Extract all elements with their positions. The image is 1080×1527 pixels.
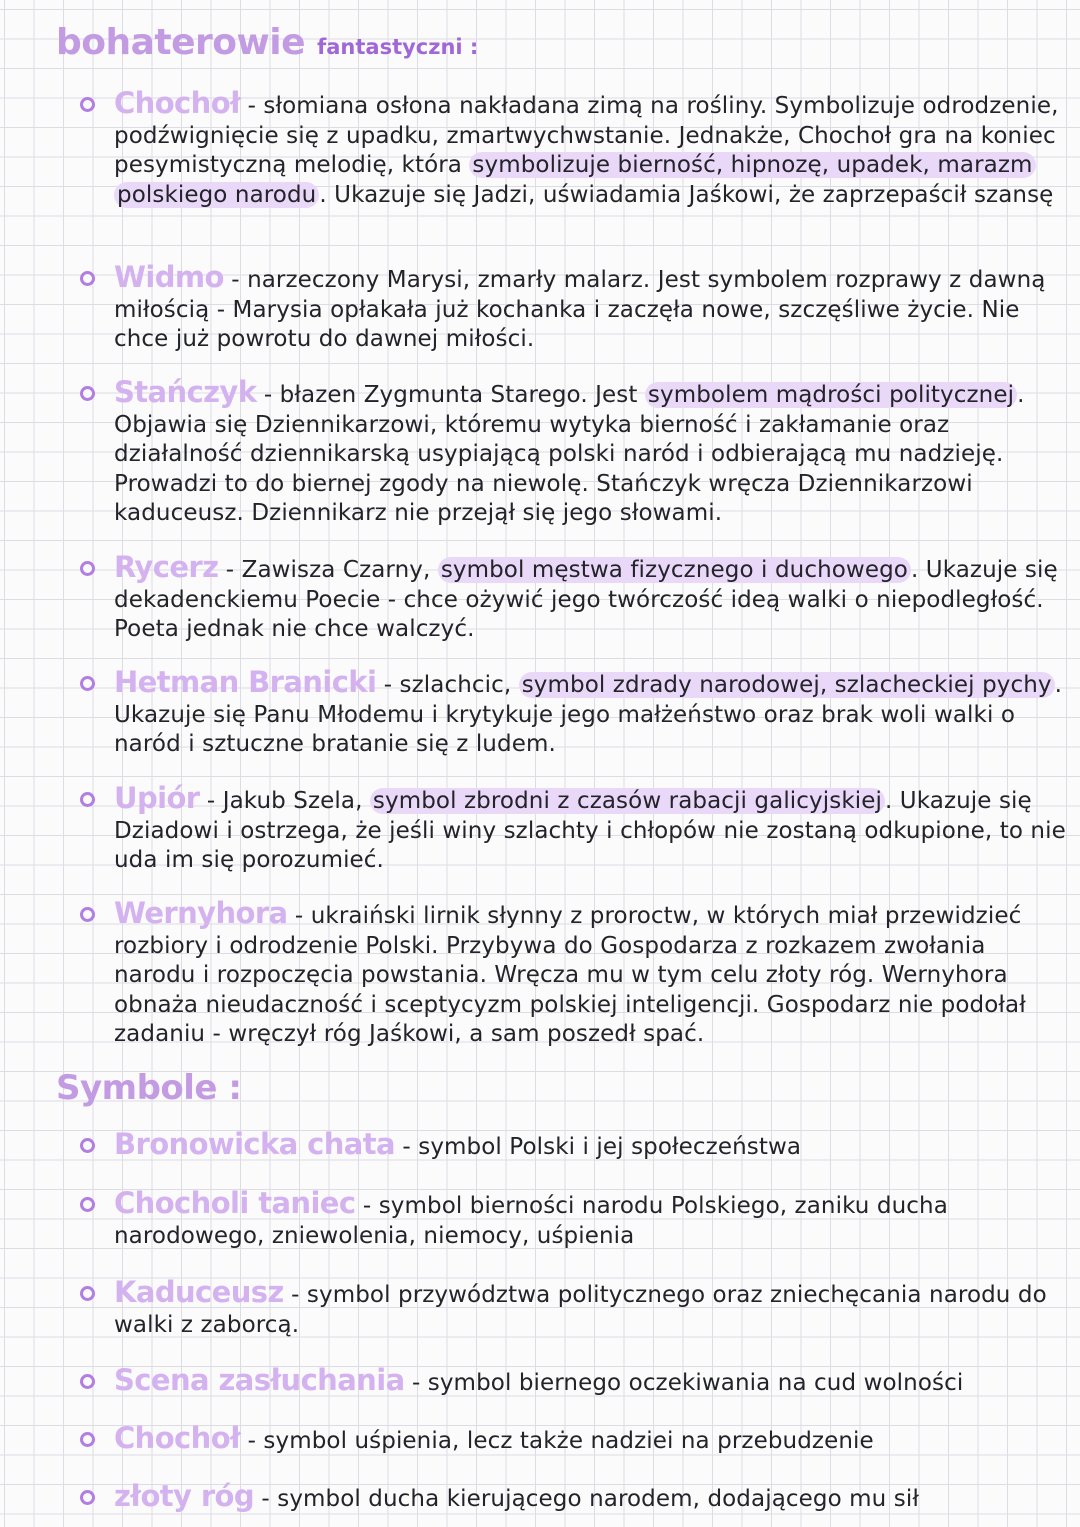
entry-highlight: symbol męstwa fizycznego i duchowego [438,557,911,583]
list-item-widmo [80,260,1074,355]
entry-description: - symbol przywództwa politycznego oraz zniechęcania narodu do walki z zaborcą. [114,1282,1047,1338]
entry-description: - symbol bierności narodu Polskiego, zaniku ducha narodowego, zniewolenia, niemocy, uśpienia [114,1193,948,1249]
entry-description: - błazen Zygmunta Starego. Jest [256,382,645,408]
bullet-icon [80,1138,95,1153]
entry-term: Upiór [114,781,200,815]
entry-term: Kaduceusz [114,1275,284,1309]
entry-description-cont: . Ukazuje się Panu Młodemu i krytykuje jego małżeństwo oraz brak woli walki o naród i sztuczne bratanie się z ludem. [114,672,1063,757]
bullet-icon [80,271,95,286]
bullet-icon [80,386,95,401]
entry-term: Stańczyk [114,375,257,409]
entry-description-cont: . Objawia się Dziennikarzowi, któremu wytyka bierność i zakłamanie oraz działalność dziennikarską usypiającą polski naród i odbierającą mu nadzieję. Prowadzi to do biernej zgody na niewolę. Stańczyk wręcza Dziennikarzowi kaduceusz. Dziennikarz nie przejął się jego słowami. [114,382,1025,526]
entry-description: - symbol ducha kierującego narodem, dodającego mu sił [254,1486,919,1512]
bullet-icon [80,97,95,112]
entry-description-cont: . Ukazuje się dekadenckiemu Poecie - chce ożywić jego twórczość ideą walki o niepodległość. Poeta jednak nie chce walczyć. [114,557,1058,642]
list-item-bronowicka-chata [80,1127,1074,1163]
bullet-icon [80,561,95,576]
entry-text [114,86,1074,210]
entry-description-cont: . Ukazuje się Jadzi, uświadamia Jaśkowi, że zaprzepaścił szansę [319,181,1054,208]
bullet-icon [80,907,95,922]
list-item-chocholi-taniec [80,1186,1074,1251]
list-item-rycerz [80,550,1074,645]
entry-highlight: symbolem mądrości politycznej [645,382,1017,408]
entry-text [114,896,1074,1050]
entry-text [114,1421,1074,1457]
entry-text [114,781,1074,876]
bullet-icon [80,1432,95,1447]
entry-term: Rycerz [114,550,219,584]
entry-description: - Jakub Szela, [199,788,370,814]
list-item-hetman-branicki [80,665,1074,760]
list-item-zloty-rog [80,1479,1074,1515]
entry-description: - symbol uśpienia, lecz także nadziei na przebudzenie [240,1428,874,1454]
entry-text [114,260,1074,355]
entry-text [114,1127,1074,1163]
heading-title: bohaterowie [56,22,306,63]
entry-text [114,375,1074,529]
entry-text [114,1479,1074,1515]
entry-description: - ukraiński lirnik słynny z proroctw, w których miał przewidzieć rozbiory i odrodzenie Polski. Przybywa do Gospodarza z rozkazem zwołania narodu i rozpoczęcia powstania. Wręcza mu w tym celu złoty róg. Wernyhora obnaża nieudaczność i sceptycyzm polskiej inteligencji. Gospodarz nie podołał zadaniu - wręczył róg Jaśkowi, a sam poszedł spać. [114,903,1026,1047]
entry-term: Chocholi taniec [114,1186,356,1220]
entry-description: - symbol biernego oczekiwania na cud wolności [404,1370,964,1396]
bullet-icon [80,792,95,807]
entry-term: Chochoł [114,1421,241,1455]
entry-term: Hetman Branicki [114,665,377,699]
list-item-wernyhora [80,896,1074,1050]
list-item-upior [80,781,1074,876]
list-item-scena-zasluchania [80,1363,1074,1399]
entry-term: Bronowicka chata [114,1127,396,1161]
bullet-icon [80,1490,95,1505]
entry-highlight: symbol zdrady narodowej, szlacheckiej pychy [519,672,1055,698]
list-item-chochol-symbol [80,1421,1074,1457]
entry-text [114,1186,1074,1251]
list-item-kaduceusz [80,1275,1074,1340]
bullet-icon [80,676,95,691]
list-item-stanczyk [80,375,1074,529]
entry-description: - szlachcic, [376,672,519,698]
entry-term: Widmo [114,260,224,294]
entry-term: Chochoł [114,86,241,120]
section-heading-characters [56,22,478,63]
entry-description: - Zawisza Czarny, [218,557,438,583]
bullet-icon [80,1374,95,1389]
entry-description-cont: . Ukazuje się Dziadowi i ostrzega, że jeśli winy szlachty i chłopów nie zostaną odkupione, to nie uda im się porozumieć. [114,788,1066,873]
entry-highlight: symbol zbrodni z czasów rabacji galicyjskiej [370,788,885,814]
entry-text [114,1363,1074,1399]
bullet-icon [80,1286,95,1301]
entry-term: Scena zasłuchania [114,1363,405,1397]
heading-subtitle: fantastyczni : [317,35,479,59]
entry-description: - narzeczony Marysi, zmarły malarz. Jest symbolem rozprawy z dawną miłością - Marysia opłakała już kochanka i zaczęła nowe, szczęśliwe życie. Nie chce już powrotu do dawnej miłości. [114,267,1046,352]
entry-term: złoty róg [114,1479,255,1513]
entry-text [114,550,1074,645]
entry-text [114,665,1074,760]
bullet-icon [80,1197,95,1212]
entry-highlight: symbolizuje bierność, hipnozę, upadek, marazm polskiego narodu [114,152,1036,208]
entry-term: Wernyhora [114,896,288,930]
entry-description: - słomiana osłona nakładana zimą na rośliny. Symbolizuje odrodzenie, podźwignięcie się z upadku, zmartwychwstanie. Jednakże, Chochoł gra na koniec pesymistyczną melodię, która [114,93,1059,178]
entry-description: - symbol Polski i jej społeczeństwa [395,1134,802,1160]
section-heading-symbols: Symbole : [56,1068,242,1108]
list-item-chochol [80,86,1074,210]
entry-text [114,1275,1074,1340]
